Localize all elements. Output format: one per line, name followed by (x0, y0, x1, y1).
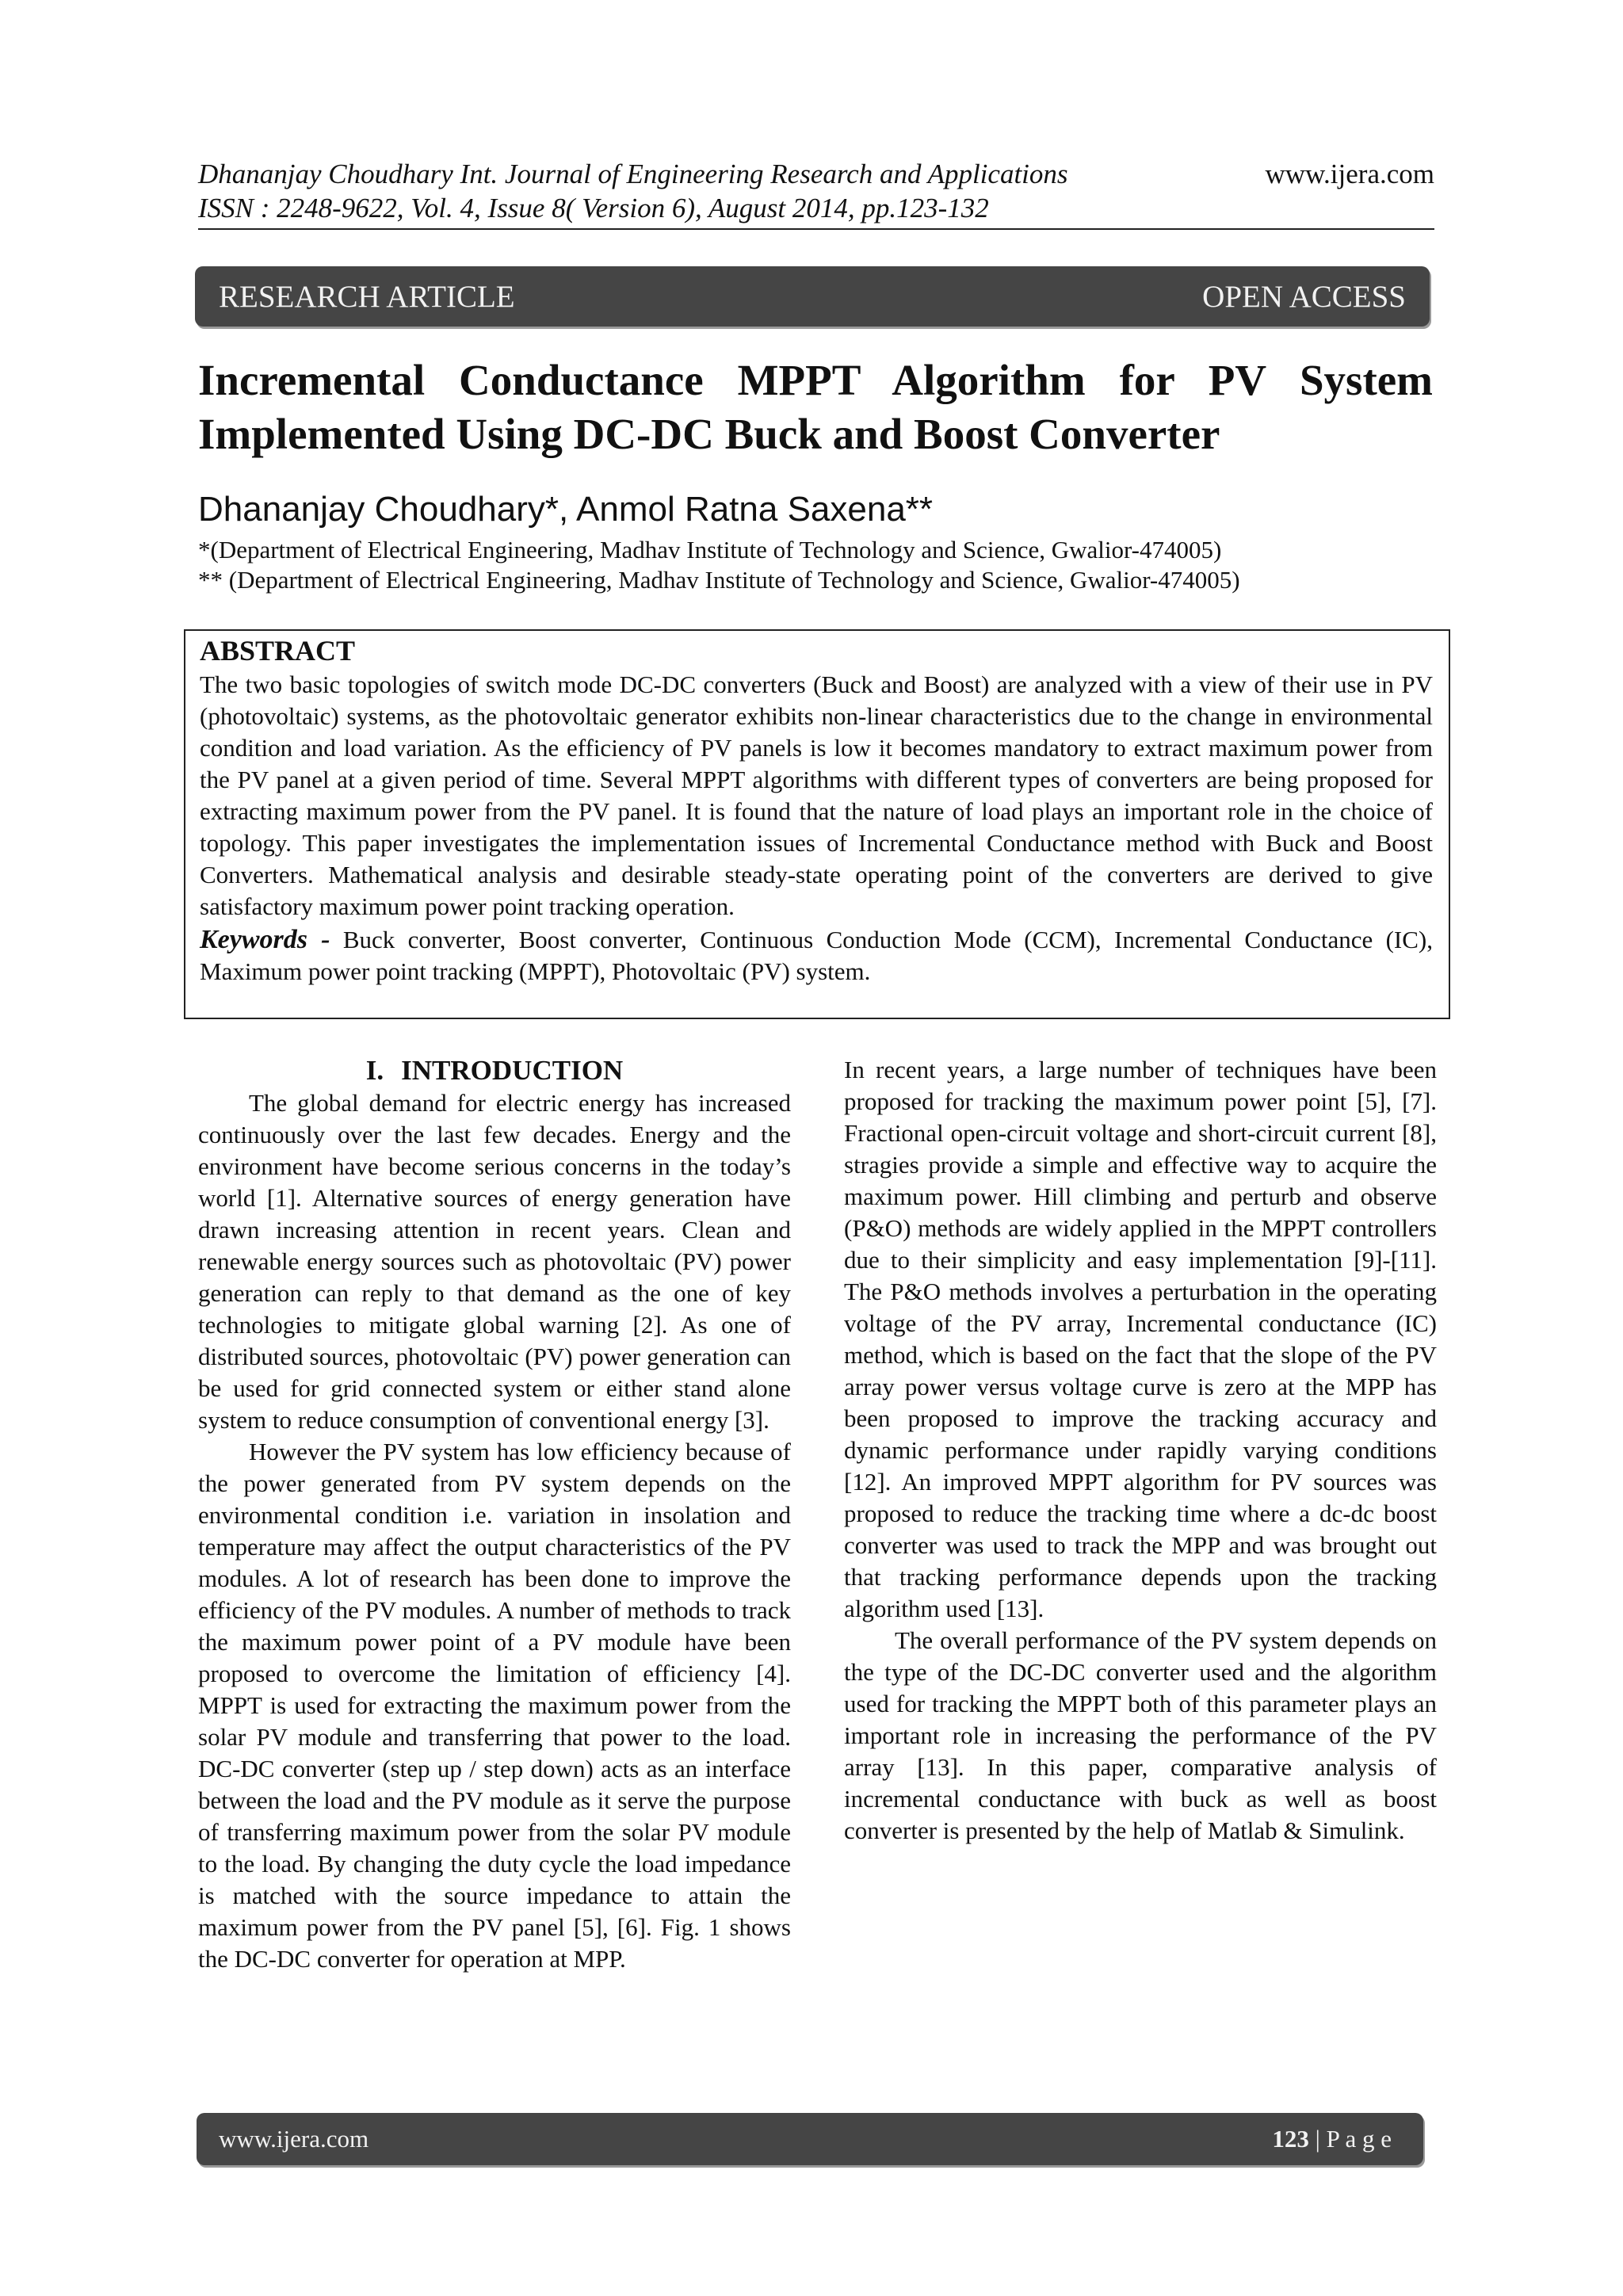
keywords-text: Buck converter, Boost converter, Continuous Conduction Mode (CCM), Incremental Conductance (IC), Maximum power point tracking (MPPT), Photovoltaic (PV) system. (200, 926, 1433, 985)
right-column (844, 1054, 1437, 1847)
keywords (200, 924, 1433, 988)
introduction-heading (198, 1054, 791, 1087)
open-access-label: OPEN ACCESS (1202, 280, 1406, 314)
section-title: INTRODUCTION (401, 1055, 624, 1086)
research-article-label: RESEARCH ARTICLE (219, 280, 515, 314)
abstract-text: The two basic topologies of switch mode DC-DC converters (Buck and Boost) are analyzed with a view of their use in PV (photovoltaic) systems, as the photovoltaic generator exhibits non-linear characteristics due to the change in environmental condition and load variation. As the efficiency of PV panels is low it becomes mandatory to extract maximum power from the PV panel at a given period of time. Several MPPT algorithms with different types of converters are being proposed for extracting maximum power from the PV panel. It is found that the nature of load plays an important role in the choice of topology. This paper investigates the implementation issues of Incremental Conductance method with Buck and Boost Converters. Mathematical analysis and desirable steady-state operating point of the converters are derived to give satisfactory maximum power point tracking operation. (200, 670, 1433, 920)
page-number: 123 (1272, 2125, 1309, 2153)
intro-paragraph-2: However the PV system has low efficiency because of the power generated from PV system depends on the environmental condition i.e. variation in insolation and temperature may affect the output characteristics of the PV modules. A lot of research has been done to improve the efficiency of the PV modules. A number of methods to track the maximum power point of a PV module have been proposed to overcome the limitation of efficiency [4]. MPPT is used for extracting the maximum power from the solar PV module and transferring that power to the load. DC-DC converter (step up / step down) acts as an interface between the load and the PV module as it serve the purpose of transferring maximum power from the solar PV module to the load. By changing the duty cycle the load impedance is matched with the source impedance to attain the maximum power from the PV panel [5], [6]. Fig. 1 shows the DC-DC converter for operation at MPP. (198, 1438, 791, 1973)
abstract-heading: ABSTRACT (200, 635, 356, 667)
article-type-banner (195, 266, 1430, 327)
keywords-label: Keywords - (200, 925, 330, 954)
footer-website-link[interactable]: www.ijera.com (219, 2125, 369, 2153)
paper-title: Incremental Conductance MPPT Algorithm for PV System Implemented Using DC-DC Buck and Boost Converter (198, 356, 1433, 458)
page-indicator (1272, 2125, 1392, 2153)
abstract-box (184, 629, 1450, 1019)
affiliation-1: *(Department of Electrical Engineering, Madhav Institute of Technology and Science, Gwalior-474005) (198, 536, 1222, 563)
page-label: | P a g e (1308, 2125, 1392, 2153)
journal-header: Dhananjay Choudhary Int. Journal of Engineering Research and Applications (198, 159, 1068, 189)
header-divider (198, 228, 1434, 230)
page-footer (197, 2113, 1423, 2165)
header-website-link[interactable]: www.ijera.com (1265, 159, 1434, 189)
intro-paragraph-4: The overall performance of the PV system depends on the type of the DC-DC converter used and the algorithm used for tracking the MPPT both of this parameter plays an important role in increasing the performance of the PV array [13]. In this paper, comparative analysis of incremental conductance with buck as well as boost converter is presented by the help of Matlab & Simulink. (844, 1626, 1437, 1844)
author-list: Dhananjay Choudhary*, Anmol Ratna Saxena** (198, 490, 934, 529)
left-column (198, 1054, 791, 1975)
section-number: I. (365, 1055, 384, 1086)
intro-paragraph-3: In recent years, a large number of techniques have been proposed for tracking the maximum power point [5], [7]. Fractional open-circuit voltage and short-circuit current [8], stragies provide a simple and effective way to acquire the maximum power. Hill climbing and perturb and observe (P&O) methods are widely applied in the MPPT controllers due to their simplicity and easy implementation [9]-[11]. The P&O methods involves a perturbation in the operating voltage of the PV array, Incremental conductance (IC) method, which is based on the fact that the slope of the PV array power versus voltage curve is zero at the MPP has been proposed to improve the tracking accuracy and dynamic performance under rapidly varying conditions [12]. An improved MPPT algorithm for PV sources was proposed to reduce the tracking time where a dc-dc boost converter was used to track the MPP and was brought out that tracking performance depends upon the tracking algorithm used [13]. (844, 1056, 1437, 1622)
affiliation-2: ** (Department of Electrical Engineering, Madhav Institute of Technology and Science, Gwalior-474005) (198, 566, 1240, 594)
issn-line: ISSN : 2248-9622, Vol. 4, Issue 8( Version 6), August 2014, pp.123-132 (198, 193, 989, 223)
intro-paragraph-1: The global demand for electric energy has increased continuously over the last few decades. Energy and the environment have become serious concerns in the today’s world [1]. Alternative sources of energy generation have drawn increasing attention in recent years. Clean and renewable energy sources such as photovoltaic (PV) power generation can reply to that demand as the one of key technologies to mitigate global warning [2]. As one of distributed sources, photovoltaic (PV) power generation can be used for grid connected system or either stand alone system to reduce consumption of conventional energy [3]. (198, 1089, 791, 1434)
